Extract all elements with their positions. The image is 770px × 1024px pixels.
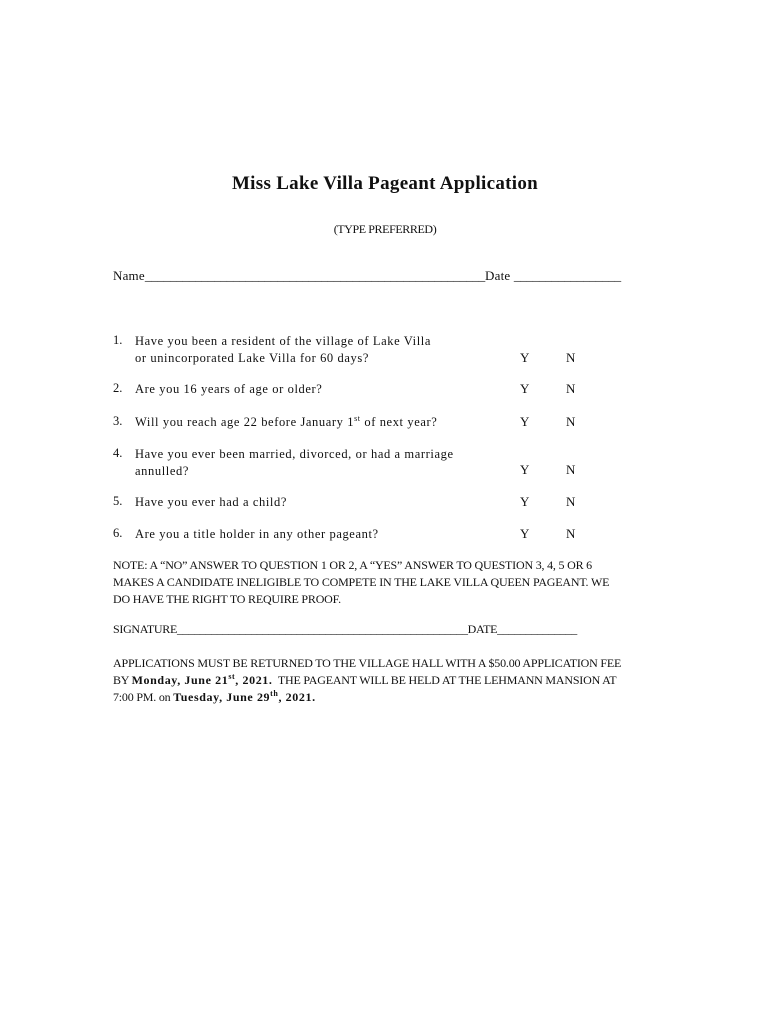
submission-instructions: [113, 655, 658, 706]
question-text: [135, 526, 525, 543]
page-title: Miss Lake Villa Pageant Application: [231, 173, 539, 194]
instructions-text: THE PAGEANT WILL BE HELD AT THE LEHMANN MANSION AT: [272, 673, 617, 687]
ordinal-suffix: st: [228, 672, 236, 681]
answer-yes[interactable]: Y: [520, 462, 530, 477]
note-line: MAKES A CANDIDATE INELIGIBLE TO COMPETE IN THE LAKE VILLA QUEEN PAGEANT. WE: [113, 575, 610, 589]
answer-yes[interactable]: Y: [520, 526, 530, 541]
instructions-line: [113, 672, 658, 689]
ordinal-suffix: st: [354, 413, 361, 423]
question-number: 6.: [113, 526, 123, 540]
question-text-line: Have you ever had a child?: [135, 495, 287, 509]
deadline-date: [132, 673, 273, 687]
question-text-line: [135, 414, 525, 431]
deadline-text: Monday, June 21: [131, 673, 229, 687]
deadline-text: , 2021.: [235, 673, 273, 687]
note-line: NOTE: A “NO” ANSWER TO QUESTION 1 OR 2, A “YES” ANSWER TO QUESTION 3, 4, 5 OR 6: [113, 558, 592, 572]
question-text-line: annulled?: [135, 464, 189, 478]
answer-yes[interactable]: Y: [520, 494, 530, 509]
question-number: 1.: [113, 333, 123, 347]
question-text: [135, 446, 525, 480]
question-number: 4.: [113, 446, 123, 460]
answer-no[interactable]: N: [566, 462, 576, 477]
question-text-line: Have you ever been married, divorced, or had a marriage: [135, 447, 454, 461]
event-text: , 2021.: [278, 690, 316, 704]
question-text: [135, 414, 525, 431]
eligibility-note: [113, 557, 658, 608]
question-text-part: of next year?: [360, 415, 438, 429]
signature-date-label: DATE: [467, 622, 498, 636]
question-text: [135, 333, 525, 367]
answer-yes[interactable]: Y: [520, 381, 530, 396]
date-field[interactable]: _________________: [513, 268, 621, 283]
page-subtitle: (TYPE PREFERRED): [333, 222, 437, 236]
event-text: Tuesday, June 29: [173, 690, 271, 704]
question-text: [135, 381, 525, 398]
answer-yes[interactable]: Y: [520, 350, 530, 365]
question-number: 2.: [113, 381, 123, 395]
signature-label: SIGNATURE: [113, 622, 177, 636]
question-number: 5.: [113, 494, 123, 508]
instructions-line: APPLICATIONS MUST BE RETURNED TO THE VILLAGE HALL WITH A $50.00 APPLICATION FEE: [113, 656, 622, 670]
note-line: DO HAVE THE RIGHT TO REQUIRE PROOF.: [113, 592, 341, 606]
answer-no[interactable]: N: [566, 494, 576, 509]
question-text-line: Are you 16 years of age or older?: [135, 382, 323, 396]
signature-date-line: [113, 622, 577, 637]
question-text: [135, 494, 525, 511]
signature-date-field[interactable]: ______________: [497, 622, 577, 636]
answer-no[interactable]: N: [566, 414, 576, 429]
answer-no[interactable]: N: [566, 381, 576, 396]
answer-no[interactable]: N: [566, 350, 576, 365]
instructions-text: 7:00 PM. on: [113, 690, 174, 704]
event-date: [173, 690, 315, 704]
instructions-text: BY: [113, 673, 132, 687]
name-label: Name: [113, 268, 145, 283]
date-label: Date: [485, 268, 511, 283]
question-text-line: or unincorporated Lake Villa for 60 days?: [135, 351, 369, 365]
question-text-line: Have you been a resident of the village of Lake Villa: [135, 334, 431, 348]
name-date-line: [113, 268, 621, 284]
instructions-line: [113, 689, 658, 706]
name-field[interactable]: ______________________________________________________: [144, 268, 486, 283]
signature-field[interactable]: ___________________________________________________: [176, 622, 468, 636]
question-number: 3.: [113, 414, 123, 428]
question-text-part: Will you reach age 22 before January 1: [135, 415, 355, 429]
answer-yes[interactable]: Y: [520, 414, 530, 429]
answer-no[interactable]: N: [566, 526, 576, 541]
question-text-line: Are you a title holder in any other pageant?: [135, 527, 379, 541]
ordinal-suffix: th: [270, 689, 279, 698]
